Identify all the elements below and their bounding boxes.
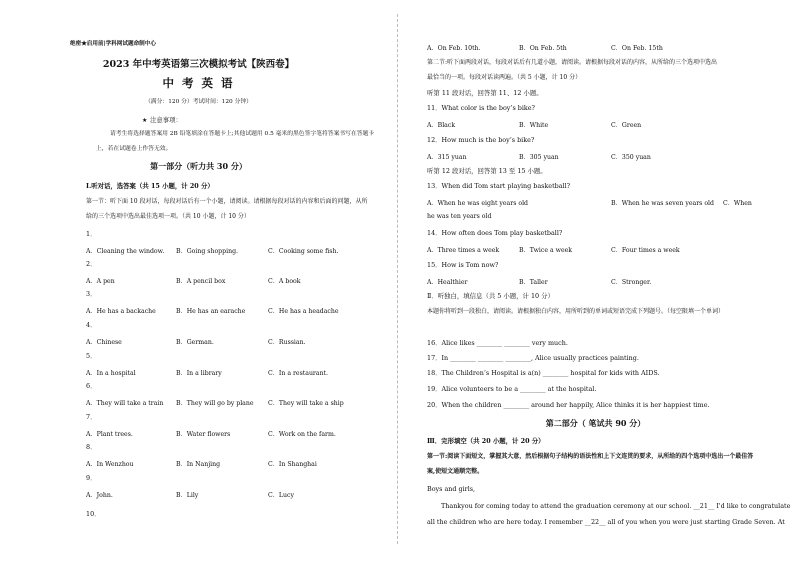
question-18: 18．The Children’s Hospital is a(n) ________ hospital for kids with AIDS.	[427, 369, 660, 377]
option-b: B．In a library	[176, 370, 222, 377]
section2-desc-1: 第二节:听下面两段对话，每段对话后有几道小题，请阅读。请根据每段对话的内容，从所给的三个选项中选出	[427, 59, 718, 66]
passage-line-1: Thankyou for coming today to attend the graduation ceremony at our school. __21__ I'd like to congratulate	[441, 502, 791, 510]
passage-line-2: all the children who are here today. I remember __22__ all of you when you were just starting Grade Seven. At	[427, 518, 785, 526]
question-11: 11．What color is the boy’s bike?	[427, 104, 535, 112]
q15-option-c: C．Stronger.	[611, 279, 652, 286]
question-number: 1．	[86, 230, 97, 238]
notice-line-1: 请考生将选择题答案用 2B 铅笔填涂在答题卡上;其他试题用 0.5 毫米的黑色签字笔将答案书写在答题卡	[110, 131, 375, 137]
option-c: C．In a restaurant.	[268, 370, 329, 377]
question-number: 7．	[86, 413, 97, 421]
option-c: C．A book	[268, 278, 301, 285]
question-number: 6．	[86, 382, 97, 390]
question-19: 19．Alice volunteers to be a ________ at the hospital.	[427, 385, 597, 393]
option-a: A．In Wenzhou	[86, 461, 134, 468]
q13-option-a: A．When he was eight years old	[427, 200, 529, 207]
option-b: B．Water flowers	[176, 431, 231, 438]
notice-line-2: 上，若在试题卷上作答无效。	[96, 146, 172, 152]
option-c: C．In Shanghai	[268, 461, 317, 468]
q12-option-a: A．315 yuan	[427, 154, 467, 161]
section1-desc-1: 第一节：听下面 10 段对话，每段对话后有一个小题，请阅读。请根据每段对话的内容和后面的问题，从所	[86, 198, 368, 205]
question-14: 14．How often does Tom play basketball?	[427, 229, 563, 237]
section1-title: Ⅰ.听对话，选答案（共 15 小题，计 20 分）	[86, 182, 214, 190]
dialog11-intro: 听第 11 段对话，回答第 11、12 小题。	[427, 89, 543, 97]
option-a: A．He has a backache	[86, 308, 156, 315]
option-c: C．Lucy	[268, 492, 294, 499]
section3-title: Ⅲ．完形填空（共 20 小题，计 20 分）	[427, 437, 545, 445]
section1-desc-2: 给的三个选项中选出最佳选项一项。（共 10 小题，计 10 分）	[86, 213, 250, 220]
q13-option-c: C．When	[723, 200, 752, 207]
q13-option-c-cont: he was ten years old	[427, 213, 492, 220]
option-c: C．Work on the farm.	[268, 431, 336, 438]
option-b: B．A pencil box	[176, 278, 226, 285]
q10-option-a: A．On Feb. 10th.	[427, 45, 481, 52]
star-icon: ★	[142, 117, 148, 124]
option-b: B．Going shopping.	[176, 248, 238, 255]
exam-title: 2023 年中考英语第三次模拟考试【陕西卷】	[102, 59, 295, 70]
option-a: A．Cleaning the window.	[86, 248, 165, 255]
question-number: 3．	[86, 290, 97, 298]
q11-option-b: B．White	[519, 122, 549, 129]
option-b: B．They will go by plane	[176, 400, 254, 407]
option-b: B．Lily	[176, 492, 199, 499]
section2-title: Ⅱ．听独白，填信息（共 5 小题，计 10 分）	[427, 292, 554, 300]
part1-title: 第一部分（听力共 30 分）	[150, 161, 247, 171]
q14-option-c: C．Four times a week	[611, 247, 680, 254]
option-c: C．Cooking some fish.	[268, 248, 339, 255]
q10-option-c: C．On Feb. 15th	[611, 45, 663, 52]
option-c: C．Russian.	[268, 339, 306, 346]
q15-option-b: B．Taller	[519, 279, 548, 286]
option-a: A．A pen	[86, 278, 115, 285]
section3-desc-2: 案,使短文通顺完整。	[427, 468, 484, 475]
part2-title: 第二部分（ 笔试共 90 分）	[545, 418, 646, 428]
option-c: C．He has a headache	[268, 308, 339, 315]
option-b: B．He has an earache	[176, 308, 246, 315]
notice-title: 注意事项：	[150, 116, 182, 124]
question-number: 5．	[86, 352, 97, 360]
passage-salutation: Boys and girls,	[427, 485, 476, 493]
question-15: 15．How is Tom now?	[427, 261, 499, 269]
question-16: 16．Alice likes ________ ________ very much.	[427, 339, 568, 347]
option-a: A．They will take a train	[86, 400, 164, 407]
q11-option-a: A．Black	[427, 122, 456, 129]
question-17: 17．In ________ ________ ________, Alice usually practices painting.	[427, 354, 639, 362]
option-a: A．Chinese	[86, 339, 122, 346]
question-20: 20．When the children ________ around her happily, Alice thinks it is her happiest time.	[427, 401, 710, 409]
subject-title: 中 考 英 语	[162, 76, 235, 90]
q10-option-b: B．On Feb. 5th	[519, 45, 567, 52]
q15-option-a: A．Healthier	[427, 279, 468, 286]
option-a: A．Plant trees.	[86, 431, 133, 438]
question-number: 9．	[86, 474, 97, 482]
q11-option-c: C．Green	[611, 122, 642, 129]
question-number: 8．	[86, 443, 97, 451]
option-a: A．In a hospital	[86, 370, 136, 377]
q12-option-c: C．350 yuan	[611, 154, 651, 161]
section2-desc-2: 最恰当的一项。每段对话读两遍。（共 5 小题，计 10 分）	[427, 74, 582, 81]
option-c: C．They will take a ship	[268, 400, 344, 407]
question-number: 4．	[86, 321, 97, 329]
q13-option-b: B．When he was seven years old	[611, 200, 714, 207]
q14-option-b: B．Twice a week	[519, 247, 573, 254]
question-number: 2．	[86, 260, 97, 268]
score-time: （满分：120 分）考试时间：120 分钟）	[145, 99, 252, 105]
header-note: 绝密★启用前|学科网试题命制中心	[70, 41, 156, 47]
option-b: B．In Nanjing	[176, 461, 221, 468]
q14-option-a: A．Three times a week	[427, 247, 500, 254]
question-10-number: 10．	[86, 510, 101, 518]
option-b: B．German.	[176, 339, 214, 346]
option-a: A．John.	[86, 492, 113, 499]
question-12: 12．How much is the boy’s bike?	[427, 136, 535, 144]
q12-option-b: B．305 yuan	[519, 154, 559, 161]
right-page	[397, 0, 794, 562]
question-13: 13．When did Tom start playing basketball?	[427, 182, 571, 190]
section3-desc-1: 第一节:阅读下面短文，掌握其大意，然后根据句子结构的语法性和上下文连贯的要求，从所给的四个选项中选出一个最佳答	[427, 453, 754, 460]
section2-instructions: 本题你将听到一段独白，请阅读。请根据独白内容，用所听到的单词或短语完成下列题号。（每空限填一个单词）	[427, 308, 725, 315]
dialog12-intro: 听第 12 段对话，回答第 13 至 15 小题。	[427, 167, 547, 175]
